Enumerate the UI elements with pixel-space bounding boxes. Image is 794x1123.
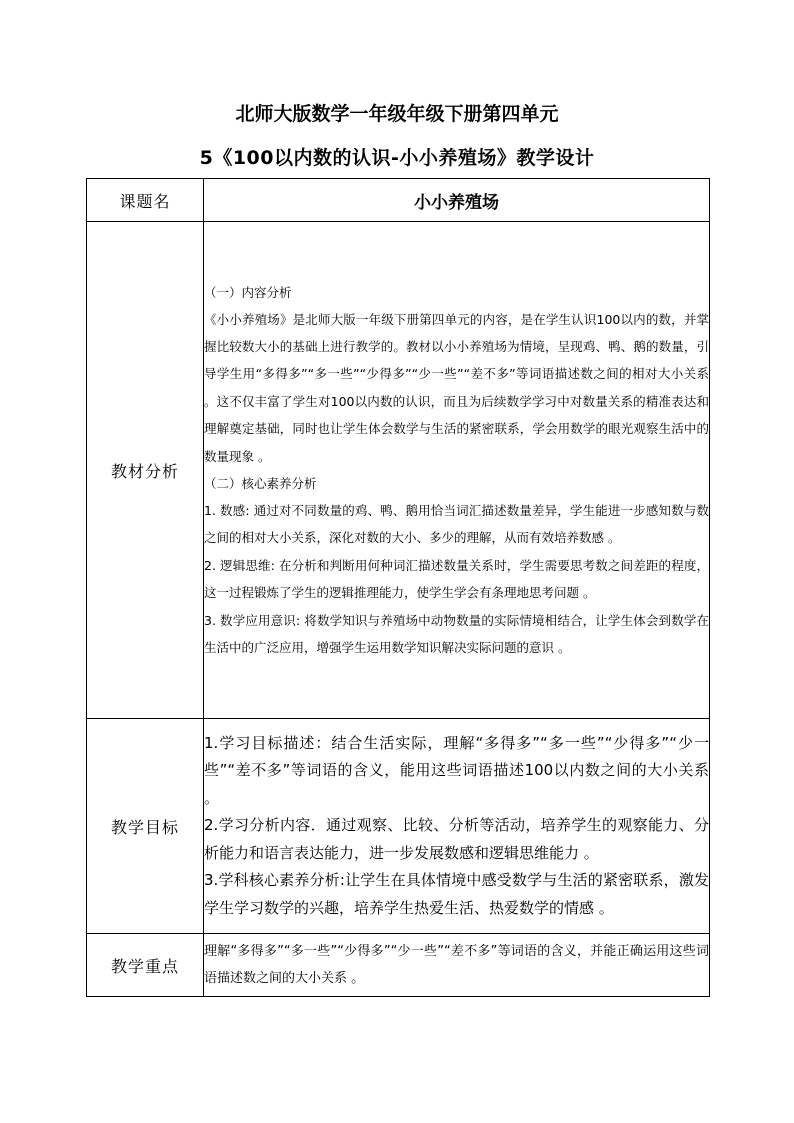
material-analysis-label: 教材分析 (87, 222, 204, 719)
goal-item-1: 1.学习目标描述：结合生活实际，理解“多得多”“多一些”“少得多”“少一些”“差不多”等词语的含义，能用这些词语描述100以内数之间的大小关系 。 (204, 733, 709, 807)
topic-row (87, 179, 710, 222)
application-awareness-point: 3. 数学应用意识: 将数学知识与养殖场中动物数量的实际情境相结合，让学生体会到数学在生活中的广泛应用，增强学生运用数学知识解决实际问题的意识 。 (204, 612, 709, 656)
document-title: 北师大版数学一年级年级下册第四单元 (235, 103, 559, 125)
document-subtitle: 5《100以内数的认识-小小养殖场》教学设计 (199, 147, 595, 169)
teaching-goals-row (87, 719, 710, 934)
key-points-content (204, 934, 710, 997)
logical-thinking-point: 2. 逻辑思维: 在分析和判断用何种词汇描述数量关系时，学生需要思考数之间差距的程度，这一过程锻炼了学生的逻辑推理能力，使学生学会有条理地思考问题 。 (204, 557, 709, 601)
core-literacy-heading: （二）核心素养分析 (204, 476, 317, 491)
teaching-goals-label: 教学目标 (87, 719, 204, 934)
key-points-text: 理解“多得多”“多一些”“少得多”“少一些”“差不多”等词语的含义，并能正确运用这些词语描述数之间的大小关系 。 (204, 944, 709, 986)
content-analysis-heading: （一）内容分析 (204, 284, 292, 300)
topic-value: 小小养殖场 (204, 179, 710, 222)
material-analysis-row (87, 222, 710, 719)
goal-item-2: 2.学习分析内容．通过观察、比较、分析等活动，培养学生的观察能力、分析能力和语言表达能力，进一步发展数感和逻辑思维能力 。 (204, 816, 709, 862)
lesson-plan-table (86, 178, 710, 997)
key-points-label: 教学重点 (87, 934, 204, 997)
content-analysis-text: 《小小养殖场》是北师大版一年级下册第四单元的内容，是在学生认识100以内的数，并掌握比较数大小的基础上进行教学的。教材以小小养殖场为情境，呈现鸡、鸭、鹅的数量，引导学生用“多得多”“多一些”“少得多”“少一些”“差不多”等词语描述数之间的相对大小关系 。这不仅丰富了学生对100以内数的认识，而且为后续数学学习中对数量关系的精准表达和理解奠定基础，同时也让学生体会数学与生活的紧密联系，学会用数学的眼光观察生活中的数量现象 。 (204, 311, 709, 464)
number-sense-point: 1. 数感: 通过对不同数量的鸡、鸭、鹅用恰当词汇描述数量差异，学生能进一步感知数与数之间的相对大小关系，深化对数的大小、多少的理解，从而有效培养数感 。 (204, 503, 709, 546)
teaching-goals-content (204, 719, 710, 934)
topic-label: 课题名 (87, 179, 204, 222)
goal-item-3: 3.学科核心素养分析:让学生在具体情境中感受数学与生活的紧密联系，激发学生学习数学的兴趣，培养学生热爱生活、热爱数学的情感 。 (204, 871, 709, 917)
key-points-row (87, 934, 710, 997)
material-analysis-content (204, 222, 710, 719)
